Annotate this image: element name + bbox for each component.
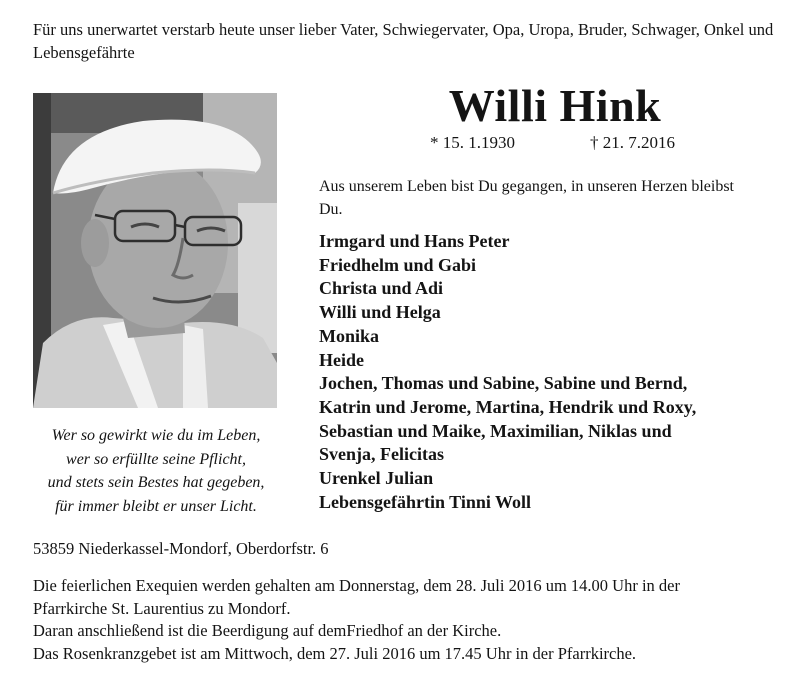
mourners-list [319,230,789,514]
death-date: † 21. 7.2016 [590,133,675,152]
poem-line: und stets sein Bestes hat gegeben, [47,474,265,491]
mourner-line: Urenkel Julian [319,468,434,489]
details-line: Daran anschließend ist die Beerdigung auf demFriedhof an der Kirche. [33,621,502,640]
portrait-photo [33,93,277,408]
mourner-line: Friedhelm und Gabi [319,254,477,275]
details-line: Das Rosenkranzgebet ist am Mittwoch, dem 27. Juli 2016 um 17.45 Uhr in der Pfarrkirche. [33,643,637,663]
intro-text: Für uns unerwartet verstarb heute unser lieber Vater, Schwiegervater, Opa, Uropa, Bruder, Schwager, Onkel und Lebensgefährte [33,20,774,62]
portrait-illustration [33,93,277,408]
mourner-line: Sebastian und Maike, Maximilian, Niklas und [319,420,672,441]
details-line: Die feierlichen Exequien werden gehalten am Donnerstag, dem 28. Juli 2016 um 14.00 Uhr in der [33,576,680,595]
details-line: Pfarrkirche St. Laurentius zu Mondorf. [33,598,291,618]
mourner-line: Katrin und Jerome, Martina, Hendrik und Roxy, [319,396,697,417]
birth-date: * 15. 1.1930 [430,133,515,152]
memorial-poem [25,424,287,518]
poem-line: Wer so gewirkt wie du im Leben, [51,427,261,444]
mourner-line: Jochen, Thomas und Sabine, Sabine und Bernd, [319,373,688,394]
mourner-line: Lebensgefährtin Tinni Woll [319,491,532,512]
memorial-motto: Aus unserem Leben bist Du gegangen, in unseren Herzen bleibst Du. [319,178,734,218]
mourner-line: Monika [319,325,380,346]
funeral-details [33,575,793,665]
mourner-line: Christa und Adi [319,278,444,299]
mourner-line: Willi und Helga [319,302,441,323]
mourner-line: Irmgard und Hans Peter [319,231,510,251]
deceased-name: Willi Hink [448,80,662,131]
poem-line: für immer bleibt er unser Licht. [55,497,257,515]
poem-line: wer so erfüllte seine Pflicht, [66,450,246,468]
mourner-line: Heide [319,349,364,370]
mourner-line: Svenja, Felicitas [319,444,444,465]
mourning-address: 53859 Niederkassel-Mondorf, Oberdorfstr. 6 [33,539,329,558]
